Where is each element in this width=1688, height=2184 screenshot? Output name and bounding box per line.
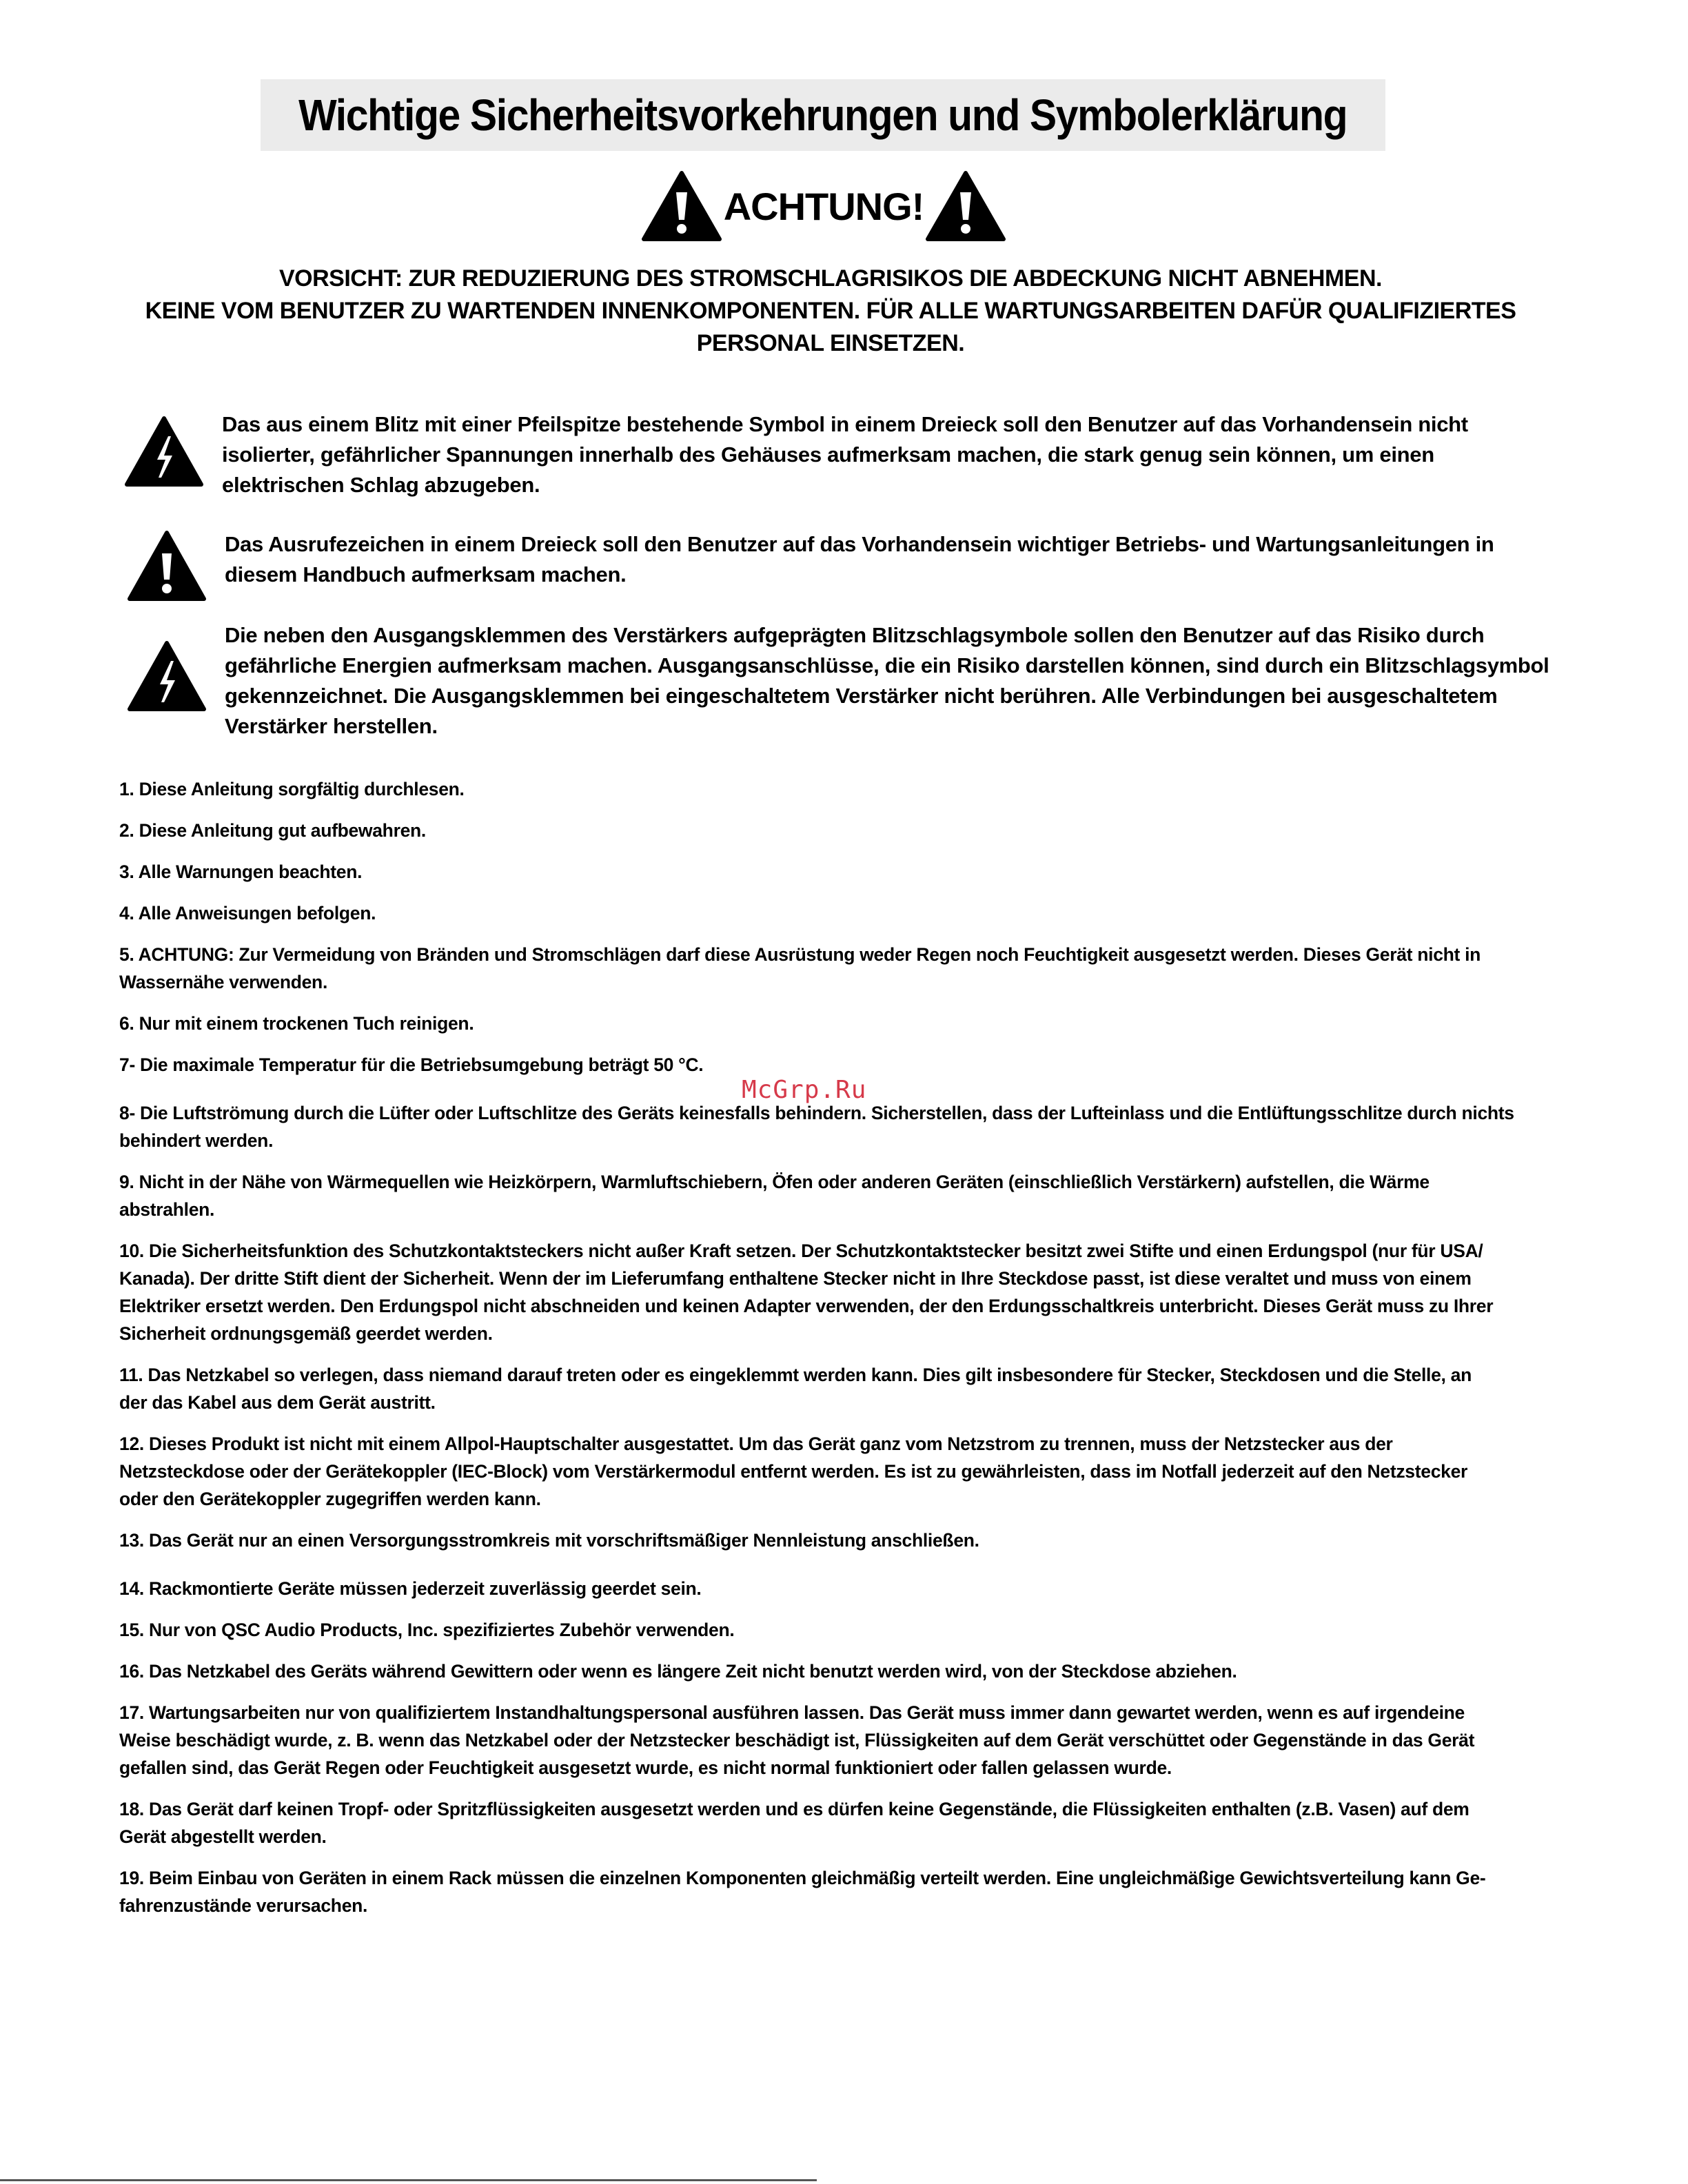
- list-item: [119, 1237, 1560, 1347]
- achtung-label: ACHTUNG!: [723, 184, 924, 228]
- list-item-line: Weise beschädigt wurde, z. B. wenn das Netzkabel oder der Netzstecker beschädigt ist, Flüssigkeiten auf dem Gerät verschüttet oder Gegenstände in das Gerät: [119, 1730, 1475, 1751]
- list-item-line: 19. Beim Einbau von Geräten in einem Rack müssen die einzelnen Komponenten gleichmäßig verteilt werden. Eine ungleichmäßige Gewichtsverteilung kann Ge-: [119, 1868, 1486, 1888]
- list-item-line: gefallen sind, das Gerät Regen oder Feuchtigkeit ausgesetzt wurde, es nicht normal funktioniert oder fallen gelassen wurde.: [119, 1757, 1172, 1778]
- list-item-line: 14. Rackmontierte Geräte müssen jederzeit zuverlässig geerdet sein.: [119, 1578, 702, 1599]
- caution-line: KEINE VOM BENUTZER ZU WARTENDEN INNENKOMPONENTEN. FÜR ALLE WARTUNGSARBEITEN DAFÜR QUALIFIZIERTES: [145, 298, 1516, 324]
- list-item: [119, 1616, 1560, 1644]
- list-item-line: der das Kabel aus dem Gerät austritt.: [119, 1392, 436, 1413]
- list-item-line: 13. Das Gerät nur an einen Versorgungsstromkreis mit vorschriftsmäßiger Nennleistung anschließen.: [119, 1530, 979, 1551]
- symbol-text-line: Verstärker herstellen.: [225, 714, 438, 738]
- list-item: [119, 775, 1560, 803]
- list-item: [119, 1527, 1560, 1554]
- caution-line: VORSICHT: ZUR REDUZIERUNG DES STROMSCHLAGRISIKOS DIE ABDECKUNG NICHT ABNEHMEN.: [279, 265, 1382, 292]
- lightning-triangle-icon: [127, 640, 207, 712]
- list-item: [119, 1168, 1560, 1223]
- symbol-text-line: Das Ausrufezeichen in einem Dreieck soll den Benutzer auf das Vorhandensein wichtiger Betriebs- und Wartungsanleitungen in: [225, 532, 1494, 556]
- page-title-box: [261, 79, 1385, 151]
- list-item: [119, 1864, 1560, 1919]
- warning-triangle-icon: [641, 170, 722, 242]
- list-item-line: 11. Das Netzkabel so verlegen, dass niemand darauf treten oder es eingeklemmt werden kann. Dies gilt insbesondere für Stecker, Steckdosen und die Stelle, an: [119, 1365, 1472, 1385]
- caution-notice: [110, 263, 1551, 360]
- caution-line: PERSONAL EINSETZEN.: [696, 330, 965, 356]
- list-item-line: 18. Das Gerät darf keinen Tropf- oder Spritzflüssigkeiten ausgesetzt werden und es dürfen keine Gegenstände, die Flüssigkeiten enthalten (z.B. Vasen) auf dem: [119, 1799, 1470, 1819]
- list-item: [119, 1361, 1560, 1416]
- list-item: [119, 1430, 1560, 1513]
- list-item-line: abstrahlen.: [119, 1199, 215, 1220]
- list-item: [119, 1657, 1560, 1685]
- list-item: [119, 858, 1560, 886]
- list-item-line: 10. Die Sicherheitsfunktion des Schutzkontaktsteckers nicht außer Kraft setzen. Der Schutzkontaktstecker besitzt zwei Stifte und einen Erdungspol (nur für USA/: [119, 1241, 1483, 1261]
- list-item: [119, 899, 1560, 927]
- list-item: [119, 817, 1560, 844]
- list-item-line: behindert werden.: [119, 1130, 274, 1151]
- list-item-line: Wassernähe verwenden.: [119, 972, 328, 992]
- list-item-line: 8- Die Luftströmung durch die Lüfter oder Luftschlitze des Geräts keinesfalls behindern. Sicherstellen, dass der Lufteinlass und die Entlüftungsschlitze durch nichts: [119, 1103, 1514, 1123]
- list-item: [119, 1010, 1560, 1037]
- list-item-line: Netzsteckdose oder der Gerätekoppler (IEC-Block) vom Verstärkermodul entfernt werden. Es ist zu gewährleisten, dass im Notfall jederzeit auf den Netzstecker: [119, 1461, 1468, 1482]
- watermark: McGrp.Ru: [742, 1076, 867, 1104]
- list-item-line: 12. Dieses Produkt ist nicht mit einem Allpol-Hauptschalter ausgestattet. Um das Gerät ganz vom Netzstrom zu trennen, muss der Netzstecker aus der: [119, 1433, 1393, 1454]
- achtung-header: [641, 168, 1006, 244]
- list-item-line: 5. ACHTUNG: Zur Vermeidung von Bränden und Stromschlägen darf diese Ausrüstung weder Regen noch Feuchtigkeit ausgesetzt werden. Dieses Gerät nicht in: [119, 944, 1481, 965]
- instruction-list: [119, 775, 1560, 1933]
- list-item: [119, 1795, 1560, 1850]
- list-item-line: 1. Diese Anleitung sorgfältig durchlesen.: [119, 779, 465, 799]
- list-item: [119, 1699, 1560, 1782]
- list-item-line: oder den Gerätekoppler zugegriffen werden kann.: [119, 1489, 541, 1509]
- list-item-line: 4. Alle Anweisungen befolgen.: [119, 903, 376, 923]
- list-item: [119, 1099, 1560, 1154]
- list-item: [119, 941, 1560, 996]
- list-item-line: Sicherheit ordnungsgemäß geerdet werden.: [119, 1323, 493, 1344]
- symbol-text-line: Das aus einem Blitz mit einer Pfeilspitze bestehende Symbol in einem Dreieck soll den Benutzer auf das Vorhandensein nicht: [222, 412, 1468, 436]
- list-item-line: Elektriker ersetzt werden. Den Erdungspol nicht abschneiden und keinen Adapter verwenden, der den Erdungsschaltkreis unterbricht. Dieses Gerät muss zu Ihrer: [119, 1296, 1494, 1316]
- list-item-line: Kanada). Der dritte Stift dient der Sicherheit. Wenn der im Lieferumfang enthaltene Stecker nicht in Ihre Steckdose passt, ist diese veraltet und muss von einem: [119, 1268, 1472, 1289]
- list-item-line: 3. Alle Warnungen beachten.: [119, 861, 363, 882]
- list-item: [119, 1575, 1560, 1602]
- symbol-text-line: gefährliche Energien aufmerksam machen. Ausgangsanschlüsse, die ein Risiko darstellen können, sind durch ein Blitzschlagsymbol: [225, 653, 1549, 677]
- symbol-text-line: gekennzeichnet. Die Ausgangsklemmen bei eingeschaltetem Verstärker nicht berühren. Alle Verbindungen bei ausgeschaltetem: [225, 684, 1498, 708]
- symbol-text-line: isolierter, gefährlicher Spannungen innerhalb des Gehäuses aufmerksam machen, die stark genug sein können, um einen: [222, 442, 1434, 467]
- list-item-line: 9. Nicht in der Nähe von Wärmequellen wie Heizkörpern, Warmluftschiebern, Öfen oder anderen Geräten (einschließlich Verstärkern) aufstellen, die Wärme: [119, 1172, 1430, 1192]
- lightning-triangle-icon: [124, 416, 204, 487]
- list-item-line: 7- Die maximale Temperatur für die Betriebsumgebung beträgt 50 °C.: [119, 1054, 704, 1075]
- page-title: Wichtige Sicherheitsvorkehrungen und Symbolerklärung: [298, 90, 1348, 140]
- list-item-line: 6. Nur mit einem trockenen Tuch reinigen.: [119, 1013, 474, 1034]
- list-item-line: fahrenzustände verursachen.: [119, 1895, 368, 1916]
- exclamation-triangle-icon: [127, 530, 207, 602]
- list-item-line: 2. Diese Anleitung gut aufbewahren.: [119, 820, 426, 841]
- symbol-text-line: diesem Handbuch aufmerksam machen.: [225, 562, 627, 586]
- list-item-line: 17. Wartungsarbeiten nur von qualifiziertem Instandhaltungspersonal ausführen lassen. Das Gerät muss immer dann gewartet werden, wenn es auf irgendeine: [119, 1702, 1465, 1723]
- footer-divider: [0, 2179, 817, 2181]
- list-item: [119, 1051, 1560, 1079]
- list-item-line: 15. Nur von QSC Audio Products, Inc. spezifiziertes Zubehör verwenden.: [119, 1620, 735, 1640]
- warning-triangle-icon: [925, 170, 1006, 242]
- symbol-text-line: Die neben den Ausgangsklemmen des Verstärkers aufgeprägten Blitzschlagsymbole sollen den Benutzer auf das Risiko durch: [225, 623, 1485, 647]
- list-item-line: 16. Das Netzkabel des Geräts während Gewittern oder wenn es längere Zeit nicht benutzt werden wird, von der Steckdose abziehen.: [119, 1661, 1237, 1682]
- list-item-line: Gerät abgestellt werden.: [119, 1826, 327, 1847]
- symbol-text-line: elektrischen Schlag abzugeben.: [222, 473, 540, 497]
